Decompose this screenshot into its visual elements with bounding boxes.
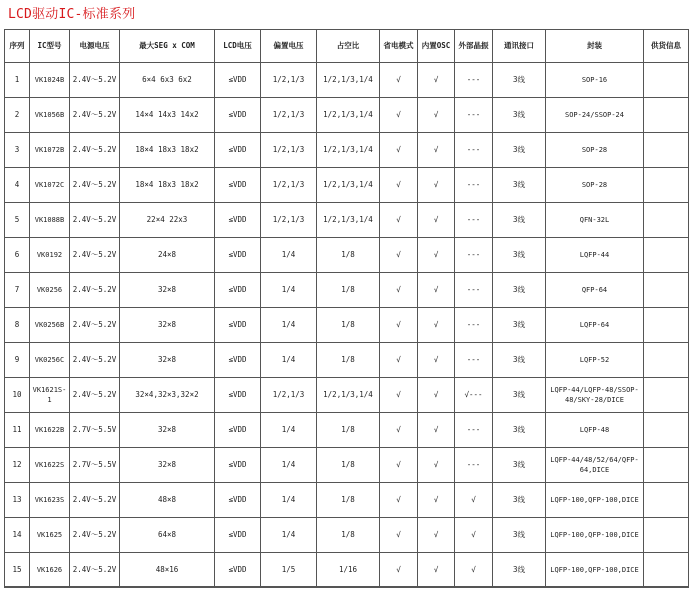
table-row [5,63,689,98]
table-row [5,98,689,133]
cell-ic-model: VK1024B [30,63,70,98]
cell-seg-com: 48×8 [120,483,215,518]
cell-supply-voltage: 2.4V～5.2V [70,63,120,98]
cell-power-save: √ [380,518,418,553]
cell-interface: 3线 [493,553,546,588]
cell-supply-voltage: 2.4V～5.2V [70,378,120,413]
cell-interface: 3线 [493,98,546,133]
cell-external-crystal: --- [455,203,493,238]
cell-supply-info [644,413,689,448]
header-cell: 省电模式 [380,30,418,63]
cell-external-crystal: --- [455,63,493,98]
cell-bias: 1/4 [261,238,317,273]
cell-seg-com: 24×8 [120,238,215,273]
cell-internal-osc: √ [418,63,455,98]
cell-external-crystal: √--- [455,378,493,413]
cell-index: 10 [5,378,30,413]
table-row [5,203,689,238]
cell-bias: 1/2,1/3 [261,98,317,133]
cell-bias: 1/4 [261,308,317,343]
cell-internal-osc: √ [418,308,455,343]
cell-power-save: √ [380,483,418,518]
cell-package: SOP-28 [546,168,644,203]
cell-bias: 1/4 [261,483,317,518]
cell-interface: 3线 [493,378,546,413]
cell-package: LQFP-64 [546,308,644,343]
table-row [5,378,689,413]
cell-lcd-voltage: ≤VDD [215,168,261,203]
cell-seg-com: 6×4 6x3 6x2 [120,63,215,98]
header-cell: IC型号 [30,30,70,63]
cell-external-crystal: --- [455,308,493,343]
cell-internal-osc: √ [418,448,455,483]
cell-supply-voltage: 2.4V～5.2V [70,98,120,133]
cell-supply-info [644,238,689,273]
cell-external-crystal: --- [455,413,493,448]
cell-index: 15 [5,553,30,588]
cell-interface: 3线 [493,343,546,378]
cell-power-save: √ [380,238,418,273]
cell-bias: 1/2,1/3 [261,203,317,238]
cell-duty: 1/2,1/3,1/4 [317,98,380,133]
cell-external-crystal: --- [455,238,493,273]
cell-supply-info [644,448,689,483]
header-cell: 最大SEG x COM [120,30,215,63]
cell-supply-info [644,133,689,168]
cell-interface: 3线 [493,308,546,343]
cell-duty: 1/2,1/3,1/4 [317,378,380,413]
cell-lcd-voltage: ≤VDD [215,413,261,448]
cell-interface: 3线 [493,168,546,203]
cell-ic-model: VK1626 [30,553,70,588]
table-row [5,308,689,343]
cell-seg-com: 32×8 [120,343,215,378]
cell-supply-voltage: 2.4V～5.2V [70,273,120,308]
cell-bias: 1/4 [261,518,317,553]
cell-internal-osc: √ [418,483,455,518]
cell-package: LQFP-44/48/52/64/QFP-64,DICE [546,448,644,483]
cell-ic-model: VK1088B [30,203,70,238]
cell-internal-osc: √ [418,238,455,273]
cell-package: LQFP-100,QFP-100,DICE [546,553,644,588]
cell-interface: 3线 [493,63,546,98]
cell-lcd-voltage: ≤VDD [215,98,261,133]
cell-lcd-voltage: ≤VDD [215,448,261,483]
cell-seg-com: 32×8 [120,308,215,343]
table-bottom-divider [4,586,688,587]
cell-seg-com: 32×8 [120,273,215,308]
cell-external-crystal: --- [455,273,493,308]
cell-supply-voltage: 2.4V～5.2V [70,238,120,273]
cell-seg-com: 32×8 [120,448,215,483]
cell-package: QFN-32L [546,203,644,238]
cell-seg-com: 14×4 14x3 14x2 [120,98,215,133]
cell-supply-voltage: 2.4V～5.2V [70,518,120,553]
cell-supply-info [644,308,689,343]
header-cell: LCD电压 [215,30,261,63]
header-cell: 通讯接口 [493,30,546,63]
cell-power-save: √ [380,448,418,483]
cell-index: 13 [5,483,30,518]
cell-internal-osc: √ [418,273,455,308]
cell-interface: 3线 [493,518,546,553]
cell-duty: 1/8 [317,518,380,553]
table-row [5,483,689,518]
cell-index: 2 [5,98,30,133]
cell-supply-info [644,98,689,133]
cell-ic-model: VK1622S [30,448,70,483]
cell-power-save: √ [380,553,418,588]
cell-duty: 1/2,1/3,1/4 [317,133,380,168]
cell-bias: 1/2,1/3 [261,378,317,413]
cell-interface: 3线 [493,273,546,308]
cell-supply-voltage: 2.4V～5.2V [70,308,120,343]
cell-index: 1 [5,63,30,98]
cell-index: 7 [5,273,30,308]
cell-bias: 1/2,1/3 [261,168,317,203]
cell-interface: 3线 [493,133,546,168]
page-title: LCD驱动IC-标准系列 [8,7,136,22]
cell-index: 5 [5,203,30,238]
cell-interface: 3线 [493,448,546,483]
table-row [5,238,689,273]
cell-supply-voltage: 2.4V～5.2V [70,343,120,378]
table-row [5,168,689,203]
cell-duty: 1/8 [317,273,380,308]
cell-power-save: √ [380,168,418,203]
cell-package: LQFP-44 [546,238,644,273]
cell-ic-model: VK1621S-1 [30,378,70,413]
cell-supply-info [644,553,689,588]
cell-index: 14 [5,518,30,553]
cell-index: 3 [5,133,30,168]
cell-external-crystal: --- [455,98,493,133]
cell-seg-com: 18×4 18x3 18x2 [120,168,215,203]
cell-internal-osc: √ [418,203,455,238]
table-row [5,413,689,448]
cell-duty: 1/8 [317,343,380,378]
cell-ic-model: VK0256 [30,273,70,308]
cell-package: SOP-16 [546,63,644,98]
cell-external-crystal: √ [455,483,493,518]
header-cell: 封装 [546,30,644,63]
cell-external-crystal: --- [455,448,493,483]
cell-lcd-voltage: ≤VDD [215,273,261,308]
header-cell: 偏置电压 [261,30,317,63]
cell-interface: 3线 [493,238,546,273]
cell-lcd-voltage: ≤VDD [215,378,261,413]
table-row [5,448,689,483]
cell-supply-info [644,63,689,98]
cell-internal-osc: √ [418,413,455,448]
cell-supply-info [644,343,689,378]
cell-duty: 1/2,1/3,1/4 [317,63,380,98]
cell-internal-osc: √ [418,553,455,588]
table-row [5,553,689,588]
cell-ic-model: VK1056B [30,98,70,133]
cell-package: SOP-28 [546,133,644,168]
cell-ic-model: VK1072C [30,168,70,203]
cell-ic-model: VK0192 [30,238,70,273]
cell-power-save: √ [380,308,418,343]
cell-bias: 1/2,1/3 [261,133,317,168]
cell-supply-voltage: 2.4V～5.2V [70,483,120,518]
cell-lcd-voltage: ≤VDD [215,483,261,518]
cell-power-save: √ [380,98,418,133]
cell-supply-info [644,518,689,553]
cell-ic-model: VK1072B [30,133,70,168]
cell-duty: 1/8 [317,238,380,273]
cell-internal-osc: √ [418,518,455,553]
cell-lcd-voltage: ≤VDD [215,133,261,168]
cell-external-crystal: --- [455,168,493,203]
cell-package: QFP-64 [546,273,644,308]
cell-power-save: √ [380,203,418,238]
cell-lcd-voltage: ≤VDD [215,518,261,553]
cell-bias: 1/4 [261,273,317,308]
cell-bias: 1/2,1/3 [261,63,317,98]
cell-external-crystal: √ [455,518,493,553]
cell-lcd-voltage: ≤VDD [215,238,261,273]
table-row [5,518,689,553]
cell-internal-osc: √ [418,168,455,203]
cell-lcd-voltage: ≤VDD [215,553,261,588]
cell-seg-com: 32×8 [120,413,215,448]
cell-seg-com: 64×8 [120,518,215,553]
cell-ic-model: VK0256B [30,308,70,343]
cell-power-save: √ [380,378,418,413]
cell-external-crystal: --- [455,343,493,378]
cell-bias: 1/5 [261,553,317,588]
cell-supply-info [644,273,689,308]
header-cell: 电源电压 [70,30,120,63]
cell-package: LQFP-44/LQFP-48/SSOP-48/SKY-28/DICE [546,378,644,413]
cell-package: LQFP-100,QFP-100,DICE [546,518,644,553]
cell-power-save: √ [380,413,418,448]
header-cell: 外部晶振 [455,30,493,63]
cell-internal-osc: √ [418,133,455,168]
header-cell: 内置OSC [418,30,455,63]
cell-duty: 1/8 [317,413,380,448]
cell-supply-info [644,378,689,413]
cell-lcd-voltage: ≤VDD [215,63,261,98]
cell-package: LQFP-100,QFP-100,DICE [546,483,644,518]
cell-external-crystal: √ [455,553,493,588]
cell-seg-com: 18×4 18x3 18x2 [120,133,215,168]
cell-index: 8 [5,308,30,343]
cell-supply-info [644,483,689,518]
table-row [5,343,689,378]
cell-duty: 1/16 [317,553,380,588]
cell-internal-osc: √ [418,98,455,133]
header-cell: 序列 [5,30,30,63]
cell-index: 6 [5,238,30,273]
cell-interface: 3线 [493,203,546,238]
cell-package: SOP-24/SSOP-24 [546,98,644,133]
cell-duty: 1/8 [317,448,380,483]
cell-duty: 1/8 [317,483,380,518]
table-header [5,30,689,63]
cell-supply-voltage: 2.7V～5.5V [70,448,120,483]
cell-seg-com: 22×4 22x3 [120,203,215,238]
cell-power-save: √ [380,133,418,168]
cell-index: 12 [5,448,30,483]
cell-ic-model: VK1622B [30,413,70,448]
cell-supply-info [644,203,689,238]
cell-duty: 1/8 [317,308,380,343]
cell-external-crystal: --- [455,133,493,168]
header-cell: 占空比 [317,30,380,63]
cell-supply-voltage: 2.4V～5.2V [70,553,120,588]
header-cell: 供货信息 [644,30,689,63]
cell-index: 9 [5,343,30,378]
cell-ic-model: VK0256C [30,343,70,378]
cell-ic-model: VK1625 [30,518,70,553]
cell-ic-model: VK1623S [30,483,70,518]
cell-lcd-voltage: ≤VDD [215,203,261,238]
cell-supply-voltage: 2.4V～5.2V [70,168,120,203]
cell-supply-voltage: 2.7V～5.5V [70,413,120,448]
table-row [5,273,689,308]
cell-duty: 1/2,1/3,1/4 [317,168,380,203]
cell-supply-voltage: 2.4V～5.2V [70,133,120,168]
cell-index: 11 [5,413,30,448]
table-row [5,133,689,168]
cell-interface: 3线 [493,483,546,518]
cell-interface: 3线 [493,413,546,448]
cell-seg-com: 32×4,32×3,32×2 [120,378,215,413]
ic-spec-table [4,29,689,588]
cell-supply-info [644,168,689,203]
cell-package: LQFP-52 [546,343,644,378]
cell-duty: 1/2,1/3,1/4 [317,203,380,238]
cell-package: LQFP-48 [546,413,644,448]
cell-bias: 1/4 [261,413,317,448]
cell-internal-osc: √ [418,378,455,413]
cell-seg-com: 48×16 [120,553,215,588]
cell-bias: 1/4 [261,448,317,483]
cell-lcd-voltage: ≤VDD [215,308,261,343]
cell-internal-osc: √ [418,343,455,378]
table-body [5,63,689,588]
cell-lcd-voltage: ≤VDD [215,343,261,378]
cell-supply-voltage: 2.4V～5.2V [70,203,120,238]
cell-bias: 1/4 [261,343,317,378]
cell-index: 4 [5,168,30,203]
cell-power-save: √ [380,63,418,98]
cell-power-save: √ [380,343,418,378]
cell-power-save: √ [380,273,418,308]
